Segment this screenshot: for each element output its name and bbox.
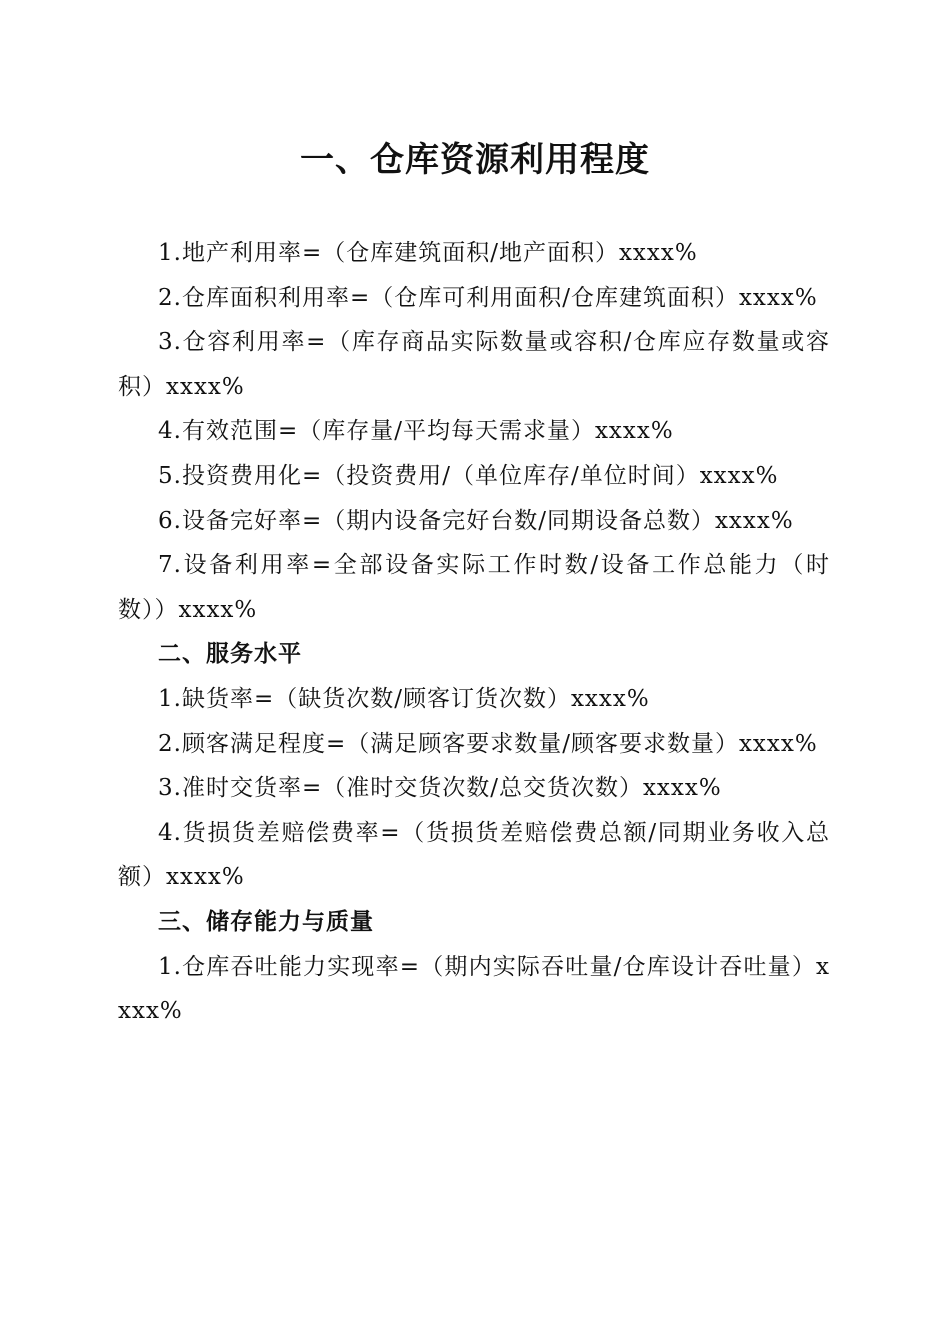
page-title: 一、仓库资源利用程度 [300, 140, 650, 180]
section-heading: 二、服务水平 [158, 641, 302, 668]
document-body [118, 231, 830, 1034]
section-heading: 三、储存能力与质量 [158, 908, 374, 935]
list-item: 2.顾客满足程度=（满足顾客要求数量/顾客要求数量）xxxx% [158, 730, 818, 757]
list-item: 2.仓库面积利用率=（仓库可利用面积/仓库建筑面积）xxxx% [158, 284, 818, 311]
list-item: 6.设备完好率=（期内设备完好台数/同期设备总数）xxxx% [158, 507, 794, 534]
list-item: 1.地产利用率=（仓库建筑面积/地产面积）xxxx% [158, 240, 698, 266]
list-item: 1.缺货率=（缺货次数/顾客订货次数）xxxx% [158, 685, 650, 712]
list-item: 5.投资费用化=（投资费用/（单位库存/单位时间）xxxx% [158, 462, 779, 489]
list-item: 4.有效范围=（库存量/平均每天需求量）xxxx% [158, 418, 674, 445]
list-item: 3.仓容利用率=（库存商品实际数量或容积/仓库应存数量或容积）xxxx% [118, 329, 830, 400]
list-item: 7.设备利用率=全部设备实际工作时数/设备工作总能力（时数））xxxx% [118, 552, 830, 623]
list-item: 3.准时交货率=（准时交货次数/总交货次数）xxxx% [158, 775, 722, 802]
list-item: 1.仓库吞吐能力实现率=（期内实际吞吐量/仓库设计吞吐量）xxxx% [118, 953, 830, 1025]
list-item: 4.货损货差赔偿费率=（货损货差赔偿费总额/同期业务收入总额）xxxx% [118, 819, 830, 891]
